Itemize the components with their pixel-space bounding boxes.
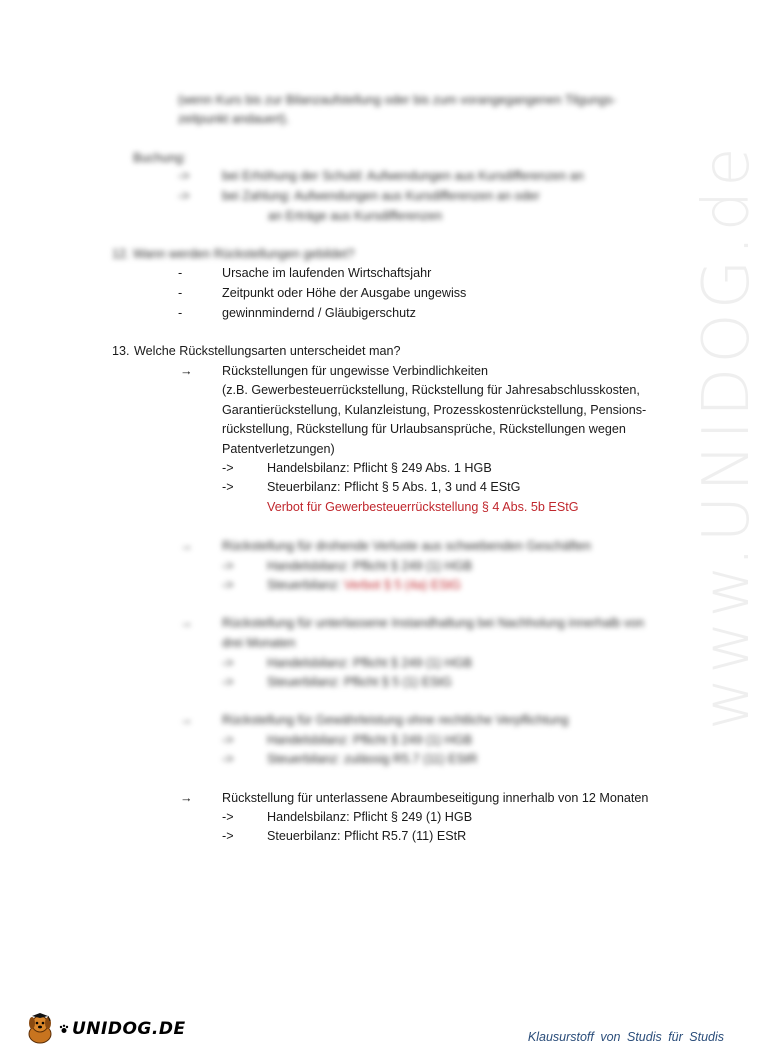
sub-arrow: ->	[222, 675, 234, 689]
list-item: Ursache im laufenden Wirtschaftsjahr	[222, 266, 432, 280]
blurred-text: Rückstellung für unterlassene Instandhaltung bei Nachholung innerhalb von	[222, 616, 645, 630]
verbot-text: Verbot für Gewerbesteuerrückstellung § 4 Abs. 5b EStG	[267, 500, 579, 514]
item-text: Rückstellungen für ungewisse Verbindlichkeiten	[222, 364, 489, 378]
steuerbilanz-text: Steuerbilanz: Pflicht § 5 Abs. 1, 3 und 4 EStG	[267, 480, 521, 494]
blurred-text: ->	[178, 169, 190, 183]
blurred-text: Steuerbilanz: zulässig R5.7 (11) EStR	[267, 752, 478, 766]
item-text: rückstellung, Rückstellung für Urlaubsansprüche, Rückstellungen wegen	[222, 422, 626, 436]
footer-tagline: Klausurstoff von Studis für Studis	[527, 1030, 724, 1044]
arrow-icon: →	[180, 713, 193, 727]
sub-arrow: ->	[222, 578, 234, 592]
arrow-icon: →	[180, 616, 193, 630]
unidog-logo[interactable]	[22, 1012, 186, 1046]
list-item: gewinnmindernd / Gläubigerschutz	[222, 306, 416, 320]
blurred-text: bei Erhöhung der Schuld: Aufwendungen aus Kursdifferenzen an	[222, 169, 584, 183]
sub-arrow: ->	[222, 461, 234, 475]
sb-prefix: Steuerbilanz:	[267, 578, 345, 592]
dog-mascot-icon	[22, 1012, 58, 1046]
handelsbilanz-text: Handelsbilanz: Pflicht § 249 Abs. 1 HGB	[267, 461, 492, 475]
sub-arrow: ->	[222, 559, 234, 573]
arrow-icon: →	[180, 364, 193, 378]
blurred-text: (wenn Kurs bis zur Bilanzaufstellung oder bis zum vorangegangenen Tilgungs-	[178, 93, 617, 107]
blurred-text: ->	[178, 189, 190, 203]
blurred-text	[267, 577, 461, 593]
blurred-text: drei Monaten	[222, 636, 296, 650]
watermark: www.UNIDOG.de	[690, 143, 764, 730]
sub-arrow: ->	[222, 810, 234, 824]
sb-red: Verbot § 5 (4a) EStG	[344, 578, 461, 592]
arrow-icon: →	[180, 791, 193, 805]
question-text: Welche Rückstellungsarten unterscheidet man?	[134, 344, 401, 358]
handelsbilanz-text: Handelsbilanz: Pflicht § 249 (1) HGB	[267, 810, 473, 824]
blurred-text: Buchung:	[133, 151, 187, 165]
steuerbilanz-text: Steuerbilanz: Pflicht R5.7 (11) EStR	[267, 829, 467, 843]
logo-text: UNIDOG.DE	[72, 1019, 186, 1039]
question-number: 13.	[112, 344, 130, 358]
list-bullet: -	[178, 266, 183, 280]
blurred-text: bei Zahlung: Aufwendungen aus Kursdifferenzen an oder	[222, 189, 540, 203]
item-text: Rückstellung für unterlassene Abraumbeseitigung innerhalb von 12 Monaten	[222, 791, 649, 805]
list-bullet: -	[178, 286, 183, 300]
sub-arrow: ->	[222, 733, 234, 747]
blurred-text: zeitpunkt andauert).	[178, 112, 290, 126]
sub-arrow: ->	[222, 752, 234, 766]
item-text: (z.B. Gewerbesteuerrückstellung, Rückstellung für Jahresabschlusskosten,	[222, 383, 640, 397]
list-bullet: -	[178, 306, 183, 320]
blurred-text: an Erträge aus Kursdifferenzen	[268, 209, 443, 223]
sub-arrow: ->	[222, 480, 234, 494]
blurred-text: Handelsbilanz: Pflicht § 249 (1) HGB	[267, 733, 473, 747]
blurred-text: Rückstellung für Gewährleistung ohne rechtliche Verpflichtung	[222, 713, 569, 727]
blurred-text: Steuerbilanz: Pflicht § 5 (1) EStG	[267, 675, 452, 689]
blurred-text: Rückstellung für drohende Verluste aus schwebenden Geschäften	[222, 539, 591, 553]
paw-icon	[59, 1024, 69, 1034]
list-item: Zeitpunkt oder Höhe der Ausgabe ungewiss	[222, 286, 467, 300]
arrow-icon: →	[180, 539, 193, 553]
blurred-text: Handelsbilanz: Pflicht § 249 (1) HGB	[267, 656, 473, 670]
item-text: Garantierückstellung, Kulanzleistung, Prozesskostenrückstellung, Pensions-	[222, 403, 647, 417]
sub-arrow: ->	[222, 656, 234, 670]
sub-arrow: ->	[222, 829, 234, 843]
item-text: Patentverletzungen)	[222, 442, 335, 456]
blurred-text: Handelsbilanz: Pflicht § 249 (1) HGB	[267, 559, 473, 573]
blurred-question: 12. Wann werden Rückstellungen gebildet?	[112, 247, 355, 261]
